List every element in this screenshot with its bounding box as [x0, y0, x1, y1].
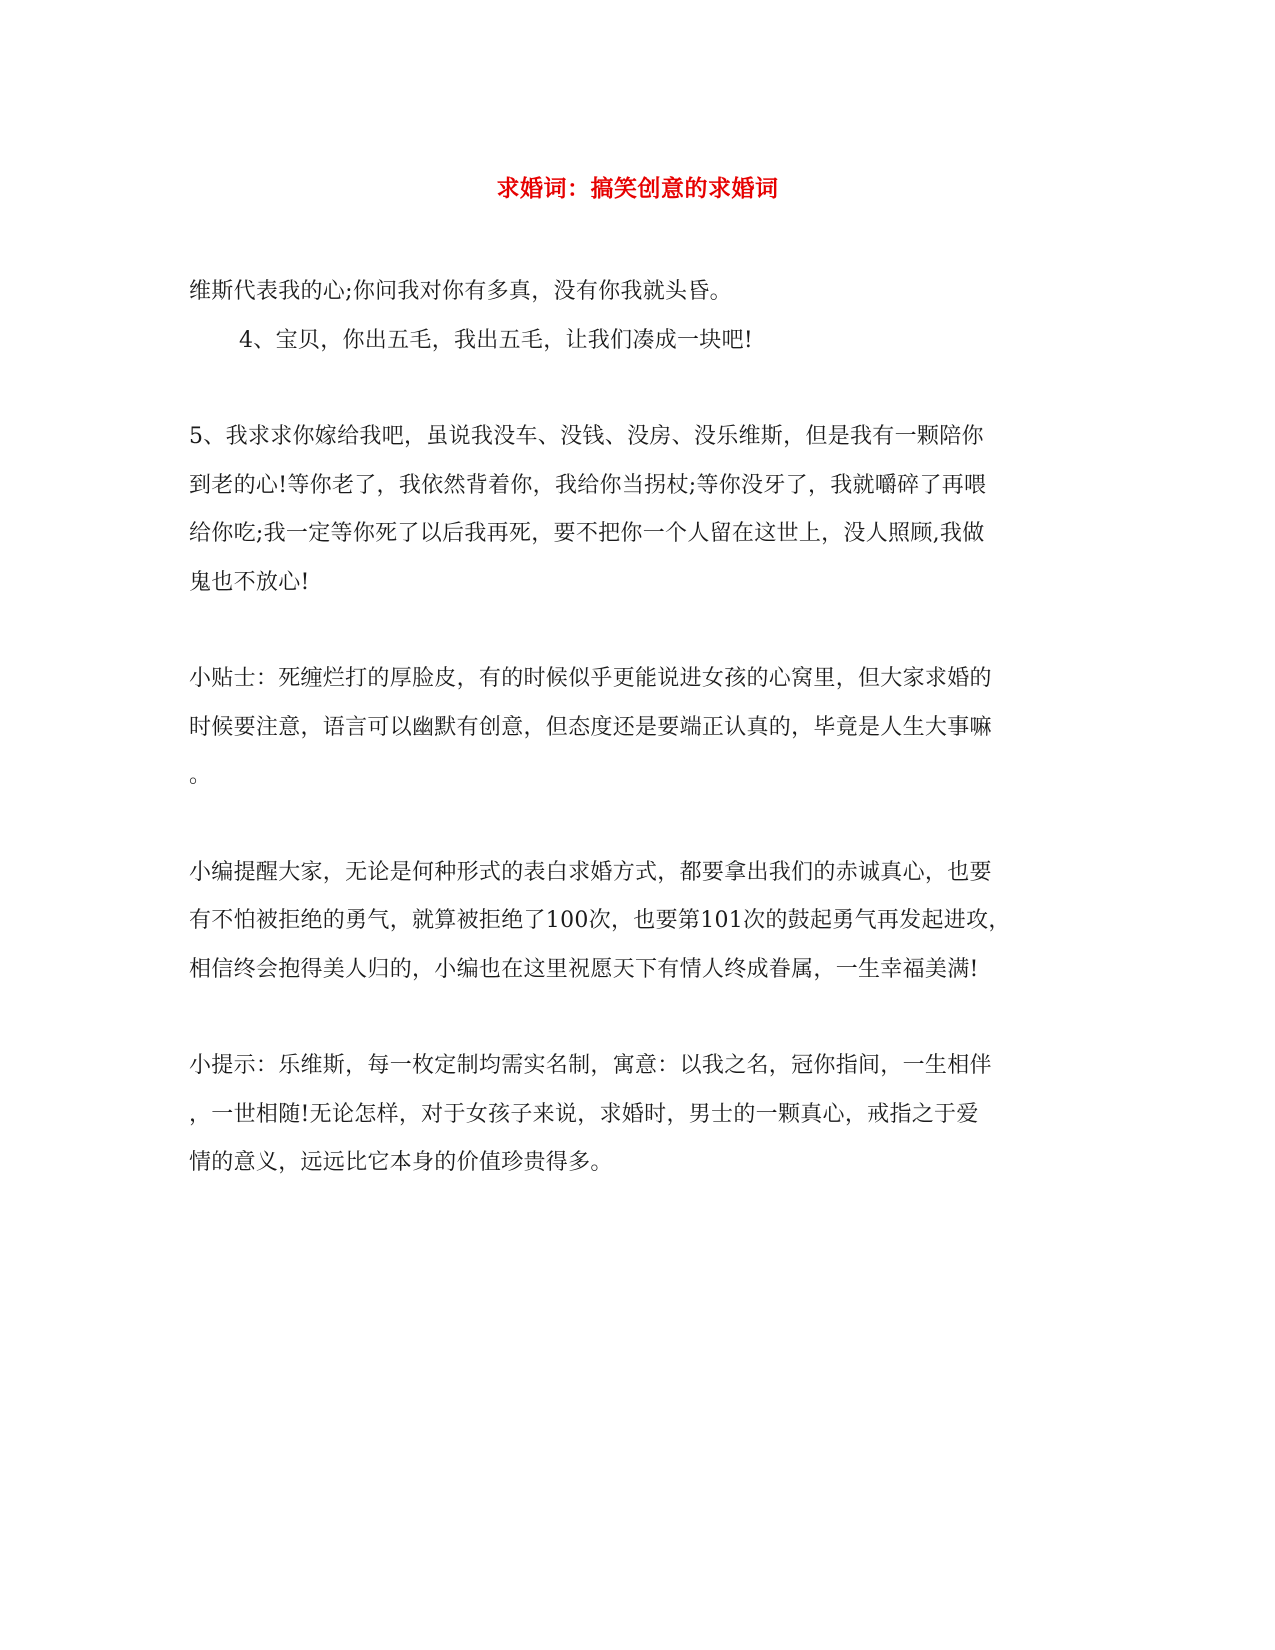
paragraph-gap	[189, 994, 1089, 1042]
paragraph-line: ，一世相随!无论怎样，对于女孩子来说，求婚时，男士的一颗真心，戒指之于爱	[189, 1101, 979, 1127]
document-title: 求婚词：搞笑创意的求婚词	[496, 175, 779, 202]
paragraph-line: 5、我求求你嫁给我吧，虽说我没车、没钱、没房、没乐维斯，但是我有一颗陪你	[189, 424, 984, 449]
paragraph-line: 维斯代表我的心;你问我对你有多真，没有你我就头昏。	[189, 279, 732, 304]
paragraph-line: 到老的心!等你老了，我依然背着你，我给你当拐杖;等你没牙了，我就嚼碎了再喂	[189, 472, 987, 498]
paragraph-line: 相信终会抱得美人归的，小编也在这里祝愿天下有情人终成眷属，一生幸福美满!	[189, 956, 979, 982]
paragraph-line: 小编提醒大家，无论是何种形式的表白求婚方式，都要拿出我们的赤诚真心，也要	[189, 859, 992, 885]
document-body	[189, 268, 1089, 1188]
paragraph-line: 鬼也不放心!	[189, 569, 310, 595]
paragraph-line: 4、宝贝，你出五毛，我出五毛，让我们凑成一块吧!	[239, 327, 754, 353]
paragraph-line: 小提示：乐维斯，每一枚定制均需实名制，寓意：以我之名，冠你指间，一生相伴	[189, 1053, 992, 1078]
paragraph-line: 有不怕被拒绝的勇气，就算被拒绝了100次，也要第101次的鼓起勇气再发起进攻，	[189, 908, 1011, 933]
paragraph-line: 时候要注意，语言可以幽默有创意，但态度还是要端正认真的，毕竟是人生大事嘛	[189, 714, 992, 740]
paragraph-gap	[189, 607, 1089, 655]
paragraph-gap	[189, 365, 1089, 413]
paragraph-gap	[189, 801, 1089, 849]
paragraph-line: 。	[189, 763, 212, 788]
paragraph-line: 小贴士：死缠烂打的厚脸皮，有的时候似乎更能说进女孩的心窝里，但大家求婚的	[189, 666, 992, 691]
paragraph-line: 情的意义，远远比它本身的价值珍贵得多。	[189, 1150, 613, 1175]
paragraph-line: 给你吃;我一定等你死了以后我再死，要不把你一个人留在这世上，没人照顾,我做	[189, 521, 985, 546]
